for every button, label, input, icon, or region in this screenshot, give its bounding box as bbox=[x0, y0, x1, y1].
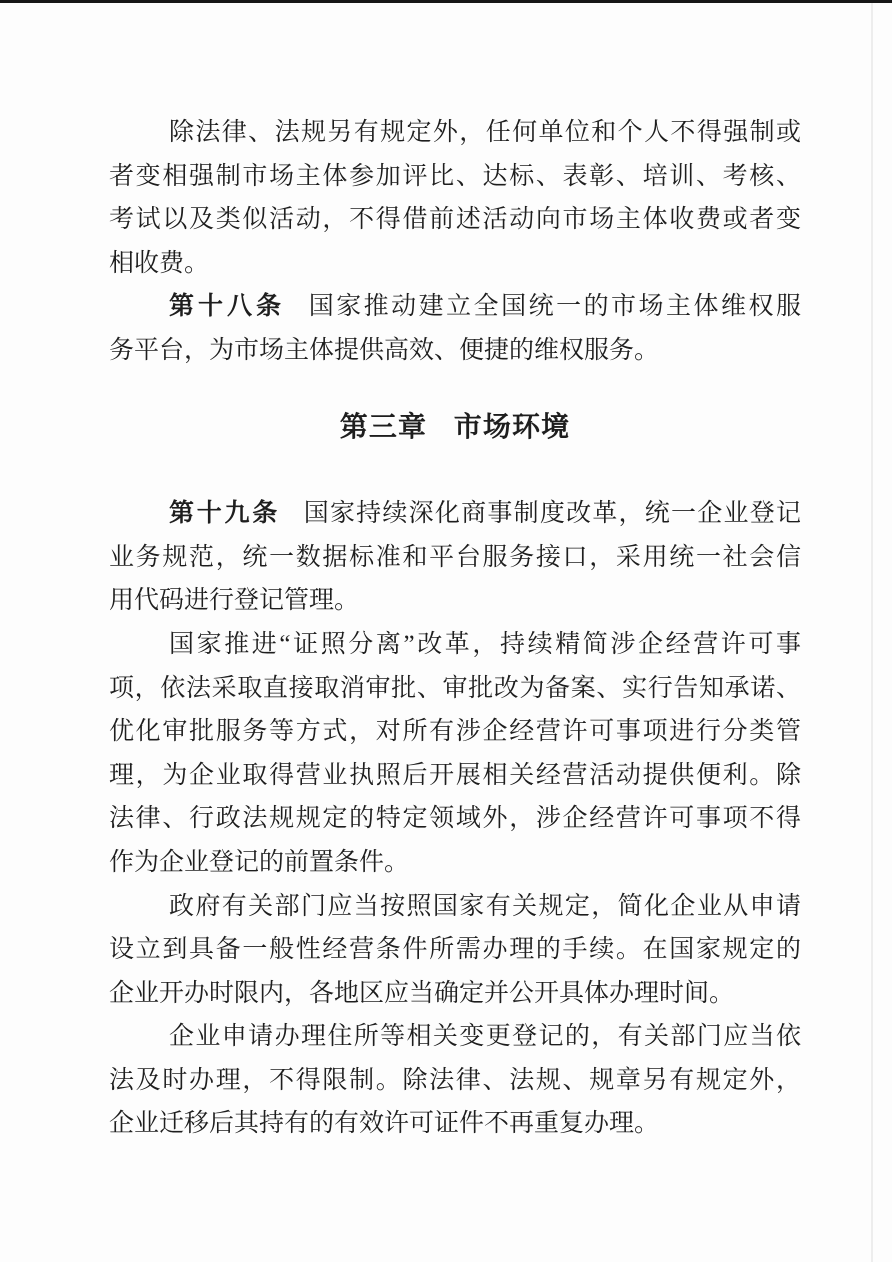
paragraph bbox=[109, 1015, 801, 1146]
text-line: 法及时办理，不得限制。除法律、法规、规章另有规定外， bbox=[109, 1066, 801, 1094]
text-line: 国家推进“证照分离”改革，持续精简涉企经营许可事 bbox=[169, 630, 801, 658]
article-number: 第十九条 bbox=[169, 500, 280, 528]
text-line: 项，依法采取直接取消审批、审批改为备案、实行告知承诺、 bbox=[109, 674, 801, 702]
page-top-scan-edge bbox=[0, 0, 892, 3]
text-line: 企业迁移后其持有的有效许可证件不再重复办理。 bbox=[109, 1110, 660, 1138]
paragraph bbox=[109, 623, 801, 885]
text-line: 相收费。 bbox=[109, 249, 210, 277]
article-text: 国家持续深化商事制度改革，统一企业登记 bbox=[303, 500, 801, 528]
article-paragraph bbox=[109, 492, 801, 623]
text-line: 考试以及类似活动，不得借前述活动向市场主体收费或者变 bbox=[109, 206, 801, 234]
text-line: 企业申请办理住所等相关变更登记的，有关部门应当依 bbox=[169, 1023, 801, 1051]
text-line: 法律、行政法规规定的特定领域外，涉企经营许可事项不得 bbox=[109, 805, 801, 833]
text-line bbox=[109, 492, 801, 536]
chapter-heading bbox=[109, 406, 801, 450]
text-line: 理，为企业取得营业执照后开展相关经营活动提供便利。除 bbox=[109, 761, 801, 789]
text-line: 业务规范，统一数据标准和平台服务接口，采用统一社会信 bbox=[109, 543, 801, 571]
article-number: 第十八条 bbox=[169, 293, 285, 321]
document-body bbox=[109, 111, 801, 1146]
text-line: 者变相强制市场主体参加评比、达标、表彰、培训、考核、 bbox=[109, 162, 801, 190]
text-line: 企业开办时限内，各地区应当确定并公开具体办理时间。 bbox=[109, 979, 735, 1007]
paragraph bbox=[109, 111, 801, 285]
text-line bbox=[109, 285, 801, 329]
text-line: 设立到具备一般性经营条件所需办理的手续。在国家规定的 bbox=[109, 936, 801, 964]
text-line: 作为企业登记的前置条件。 bbox=[109, 848, 410, 876]
text-line: 除法律、法规另有规定外，任何单位和个人不得强制或 bbox=[169, 119, 801, 146]
text-line: 优化审批服务等方式，对所有涉企经营许可事项进行分类管 bbox=[109, 718, 801, 746]
paragraph bbox=[109, 885, 801, 1016]
right-scan-artifact-line bbox=[871, 3, 873, 1262]
text-line: 政府有关部门应当按照国家有关规定，简化企业从申请 bbox=[169, 892, 801, 920]
chapter-title: 市场环境 bbox=[453, 411, 571, 443]
article-text: 国家推动建立全国统一的市场主体维权服 bbox=[308, 293, 801, 321]
text-line: 用代码进行登记管理。 bbox=[109, 587, 360, 615]
article-paragraph bbox=[109, 285, 801, 372]
chapter-number: 第三章 bbox=[339, 411, 428, 443]
text-line: 务平台，为市场主体提供高效、便捷的维权服务。 bbox=[109, 336, 660, 364]
